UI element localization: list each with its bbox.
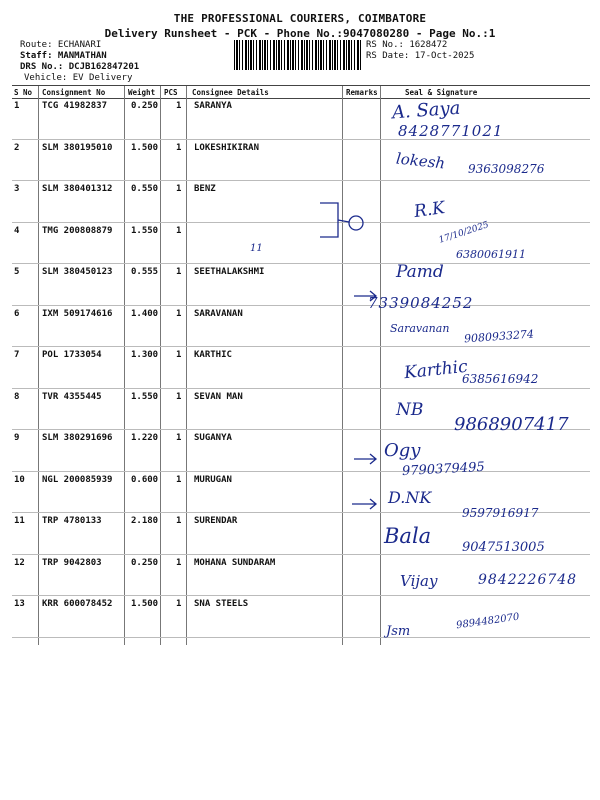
signature-r8: NB (396, 400, 424, 420)
row-consignee: SNA STEELS (194, 599, 249, 609)
drs-number: DRS No.: DCJB162847201 (20, 62, 140, 72)
row-weight: 1.220 (131, 433, 159, 443)
signature-r5: Pamd (396, 262, 444, 282)
row-divider (12, 305, 590, 306)
signature-r10: D.NK (388, 488, 432, 507)
row-consignment: POL 1733054 (42, 350, 102, 360)
row-pcs: 1 (176, 350, 182, 360)
barcode (234, 40, 362, 70)
phone-r4: 6380061911 (456, 248, 526, 261)
phone-r10: 9597916917 (462, 506, 539, 520)
runsheet-subtitle: Delivery Runsheet - PCK - Phone No.:9047080280 - Page No.:1 (104, 27, 496, 40)
header-top-rule (12, 85, 590, 86)
row-pcs: 1 (176, 557, 182, 568)
row-consignment: SLM 380195010 (42, 142, 113, 153)
row-weight: 1.550 (131, 225, 159, 236)
col-consignee: Consignee Details (192, 88, 269, 97)
col-weight: Weight (128, 88, 156, 97)
row-weight: 0.250 (131, 101, 159, 111)
row-weight: 1.500 (131, 142, 159, 153)
phone-r13: 9894482070 (455, 611, 521, 632)
col-divider (160, 86, 161, 645)
col-sno: S No (14, 88, 33, 97)
row-pcs: 1 (176, 142, 182, 153)
row-weight: 1.400 (131, 308, 159, 319)
arrow-r9 (352, 452, 382, 466)
col-seal: Seal & Signature (405, 88, 478, 97)
date-r4: 17/10/2025 (437, 220, 491, 246)
signature-r11: Bala (384, 524, 432, 548)
row-divider (12, 263, 590, 264)
row-pcs: 1 (176, 101, 182, 111)
vehicle-label: Vehicle: EV Delivery (24, 73, 133, 83)
row-consignment: TRP 9042803 (42, 557, 102, 568)
signature-r4: R.K (412, 197, 447, 223)
row-weight: 2.180 (131, 516, 159, 526)
col-consignment: Consignment No (42, 88, 106, 97)
signature-r1: A. Saya (391, 97, 462, 124)
row-pcs: 1 (176, 599, 182, 609)
row-sno: 10 (14, 474, 25, 485)
signature-r7: Karthic (403, 356, 469, 384)
row-pcs: 1 (176, 433, 182, 443)
phone-r12: 9842226748 (478, 572, 578, 588)
row-consignment: SLM 380450123 (42, 267, 113, 277)
signature-r2: lokesh (395, 149, 446, 173)
col-divider (38, 86, 39, 645)
phone-r1: 8428771021 (398, 122, 504, 140)
row-sno: 4 (14, 225, 20, 236)
row-weight: 1.500 (131, 599, 159, 609)
row-sno: 8 (14, 391, 20, 402)
col-divider (380, 86, 381, 645)
row-weight: 0.550 (131, 184, 159, 194)
row-sno: 13 (14, 599, 25, 609)
row-consignment: SLM 380291696 (42, 433, 113, 443)
row-sno: 1 (14, 101, 20, 111)
row-weight: 0.600 (131, 474, 159, 485)
col-divider (186, 86, 187, 645)
col-remarks: Remarks (346, 88, 378, 97)
row-divider (12, 388, 590, 389)
row-divider (12, 222, 590, 223)
row-sno: 2 (14, 142, 20, 153)
row-consignment: SLM 380401312 (42, 184, 113, 194)
row-divider (12, 595, 590, 596)
row-pcs: 1 (176, 474, 182, 485)
row-divider (12, 180, 590, 181)
phone-r2: 9363098276 (468, 162, 545, 176)
row-consignee: SARANYA (194, 101, 232, 111)
row-pcs: 1 (176, 391, 182, 402)
phone-r8: 9868907417 (454, 414, 569, 435)
arrow-r10 (350, 496, 384, 512)
row-consignee: SARAVANAN (194, 308, 243, 319)
rs-number: RS No.: 1628472 (366, 40, 448, 50)
row-consignment: NGL 200085939 (42, 474, 113, 485)
row-consignee: BENZ (194, 184, 216, 194)
row-consignee: KARTHIC (194, 350, 232, 360)
signature-r12: Vijay (400, 572, 438, 590)
phone-r5: 7339084252 (368, 294, 474, 312)
phone-r11: 9047513005 (462, 540, 545, 555)
row-weight: 1.550 (131, 391, 159, 402)
row-consignment: TVR 4355445 (42, 391, 102, 402)
row-sno: 3 (14, 184, 20, 194)
row-consignee: SEVAN MAN (194, 391, 243, 402)
row-consignee: MURUGAN (194, 474, 232, 485)
phone-r9: 9790379495 (401, 459, 486, 480)
row-weight: 0.555 (131, 267, 159, 277)
row-consignee: MOHANA SUNDARAM (194, 557, 276, 568)
row-consignment: KRR 600078452 (42, 599, 113, 609)
rs-date: RS Date: 17-Oct-2025 (366, 51, 475, 61)
row-consignment: TMG 200808879 (42, 225, 113, 236)
bracket-mark-r3 (318, 195, 378, 245)
row-consignee: SEETHALAKSHMI (194, 267, 265, 277)
row-pcs: 1 (176, 225, 182, 236)
row-pcs: 1 (176, 267, 182, 277)
row-sno: 12 (14, 557, 25, 568)
header-bottom-rule (12, 98, 590, 99)
row-weight: 0.250 (131, 557, 159, 568)
phone-r6: 9080933274 (463, 327, 535, 346)
row-divider (12, 637, 590, 638)
row-consignment: TCG 41982837 (42, 101, 108, 111)
row-consignee: SUGANYA (194, 433, 232, 443)
row-consignment: TRP 4780133 (42, 516, 102, 526)
col-divider (342, 86, 343, 645)
row-sno: 11 (14, 516, 25, 526)
route-label: Route: ECHANARI (20, 40, 102, 50)
row-consignee: LOKESHIKIRAN (194, 142, 260, 153)
row-sno: 6 (14, 308, 20, 319)
staff-label: Staff: MANMATHAN (20, 51, 107, 61)
row-divider (12, 346, 590, 347)
row-pcs: 1 (176, 308, 182, 319)
col-divider (124, 86, 125, 645)
row-divider (12, 471, 590, 472)
col-pcs: PCS (164, 88, 178, 97)
signature-r6: Saravanan (390, 322, 450, 335)
row-pcs: 1 (176, 184, 182, 194)
row-weight: 1.300 (131, 350, 159, 360)
phone-r7: 6385616942 (462, 372, 539, 386)
row-sno: 9 (14, 433, 20, 443)
signature-r13: Jsm (386, 624, 411, 639)
company-title: THE PROFESSIONAL COURIERS, COIMBATORE (173, 12, 427, 25)
signature-r9: Ogy (384, 440, 421, 461)
row-sno: 7 (14, 350, 20, 360)
row-sno: 5 (14, 267, 20, 277)
row-pcs: 1 (176, 516, 182, 526)
row-consignment: IXM 509174616 (42, 308, 113, 319)
row-consignee: SURENDAR (194, 516, 238, 526)
mark-r4: 11 (250, 243, 263, 254)
